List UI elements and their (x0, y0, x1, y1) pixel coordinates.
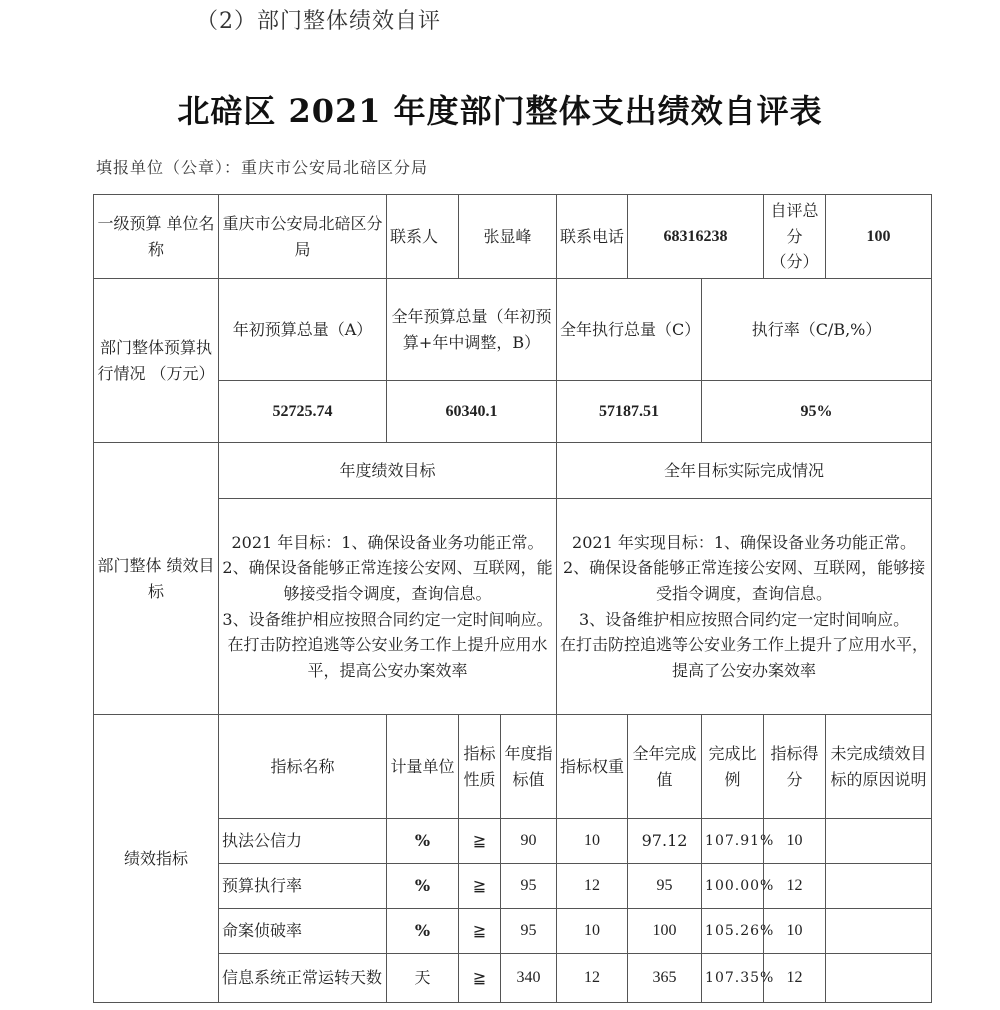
ind-weight: 12 (557, 864, 628, 909)
document-title: 北碚区 2021 年度部门整体支出绩效自评表 (177, 92, 823, 130)
ind-reason (826, 954, 932, 1003)
ind-actual: 100 (628, 909, 702, 954)
budget-col-c: 全年执行总量（C） (557, 279, 702, 381)
ind-ratio: 107.91% (702, 819, 764, 864)
goals-col-target: 年度绩效目标 (219, 443, 557, 499)
ind-ratio: 105.26% (702, 909, 764, 954)
section-heading: （2）部门整体绩效自评 (196, 9, 441, 34)
ind-head-name: 指标名称 (219, 715, 387, 819)
goals-actual-text (557, 499, 932, 715)
ind-nature: ≧ (459, 909, 501, 954)
ind-head-target: 年度指标值 (501, 715, 557, 819)
ind-actual: 365 (628, 954, 702, 1003)
ind-name: 预算执行率 (219, 864, 387, 909)
ind-head-reason: 未完成绩效目标的原因说明 (826, 715, 932, 819)
goal-target-line: 2、确保设备能够正常连接公安网、互联网，能够接受指令调度，查询信息。 (222, 558, 553, 603)
budget-val-c: 57187.51 (557, 381, 702, 443)
ind-ratio: 100.00% (702, 864, 764, 909)
ind-ratio: 107.35% (702, 954, 764, 1003)
filing-unit: 填报单位（公章）：重庆市公安局北碚区分局 (96, 158, 429, 177)
unit-value: 重庆市公安局北碚区分局 (219, 195, 387, 279)
score-value: 100 (826, 195, 932, 279)
goals-header-row (94, 443, 932, 499)
goal-target-line: 在打击防控追逃等公安业务工作上提升应用水平，提高公安办案效率 (227, 635, 548, 680)
ind-score: 12 (764, 954, 826, 1003)
budget-val-b: 60340.1 (387, 381, 557, 443)
self-evaluation-table (93, 194, 932, 1003)
ind-target: 95 (501, 864, 557, 909)
ind-head-score: 指标得分 (764, 715, 826, 819)
goal-actual-line: 3、设备维护相应按照合同约定一定时间响应。 (578, 609, 910, 629)
goal-actual-line: 在打击防控追逃等公安业务工作上提升了应用水平，提高了公安办案效率 (560, 635, 929, 680)
ind-score: 12 (764, 864, 826, 909)
budget-label: 部门整体预算执行情况 （万元） (94, 279, 219, 443)
ind-head-actual: 全年完成值 (628, 715, 702, 819)
score-label: 自评总分（分） (764, 195, 826, 279)
goals-col-actual: 全年目标实际完成情况 (557, 443, 932, 499)
ind-unit: % (387, 819, 459, 864)
goal-target-line: 2021 年目标：1、确保设备业务功能正常。 (231, 532, 544, 552)
contact-label: 联系人 (387, 195, 459, 279)
ind-nature: ≧ (459, 864, 501, 909)
indicator-header-row (94, 715, 932, 819)
indicators-label: 绩效指标 (94, 715, 219, 1003)
goal-actual-line: 2021 年实现目标：1、确保设备业务功能正常。 (572, 532, 917, 552)
budget-val-rate: 95% (702, 381, 932, 443)
ind-head-unit: 计量单位 (387, 715, 459, 819)
ind-name: 执法公信力 (219, 819, 387, 864)
phone-label: 联系电话 (557, 195, 628, 279)
ind-reason (826, 864, 932, 909)
ind-unit: % (387, 909, 459, 954)
goal-actual-line: 2、确保设备能够正常连接公安网、互联网，能够接受指令调度，查询信息。 (562, 558, 926, 603)
ind-target: 95 (501, 909, 557, 954)
ind-reason (826, 819, 932, 864)
ind-unit: % (387, 864, 459, 909)
phone-value: 68316238 (628, 195, 764, 279)
budget-value-row (94, 381, 932, 443)
table-row (94, 954, 932, 1003)
goals-label: 部门整体 绩效目标 (94, 443, 219, 715)
ind-unit: 天 (387, 954, 459, 1003)
table-row (94, 909, 932, 954)
ind-head-weight: 指标权重 (557, 715, 628, 819)
goals-content-row (94, 499, 932, 715)
table-row (94, 819, 932, 864)
ind-reason (826, 909, 932, 954)
ind-nature: ≧ (459, 819, 501, 864)
ind-target: 340 (501, 954, 557, 1003)
goal-target-line: 3、设备维护相应按照合同约定一定时间响应。 (222, 609, 553, 629)
unit-label: 一级预算 单位名称 (94, 195, 219, 279)
ind-score: 10 (764, 819, 826, 864)
budget-col-a: 年初预算总量（A） (219, 279, 387, 381)
budget-col-b: 全年预算总量（年初预算+年中调整，B） (387, 279, 557, 381)
ind-weight: 10 (557, 819, 628, 864)
contact-value: 张显峰 (459, 195, 557, 279)
ind-weight: 12 (557, 954, 628, 1003)
table-row (94, 864, 932, 909)
ind-actual: 95 (628, 864, 702, 909)
ind-head-nature: 指标性质 (459, 715, 501, 819)
ind-weight: 10 (557, 909, 628, 954)
header-row (94, 195, 932, 279)
ind-actual: 97.12 (628, 819, 702, 864)
ind-target: 90 (501, 819, 557, 864)
ind-nature: ≧ (459, 954, 501, 1003)
ind-name: 信息系统正常运转天数 (219, 954, 387, 1003)
ind-head-ratio: 完成比例 (702, 715, 764, 819)
ind-score: 10 (764, 909, 826, 954)
budget-val-a: 52725.74 (219, 381, 387, 443)
ind-name: 命案侦破率 (219, 909, 387, 954)
budget-col-rate: 执行率（C/B,%） (702, 279, 932, 381)
budget-header-row (94, 279, 932, 381)
goals-target-text (219, 499, 557, 715)
